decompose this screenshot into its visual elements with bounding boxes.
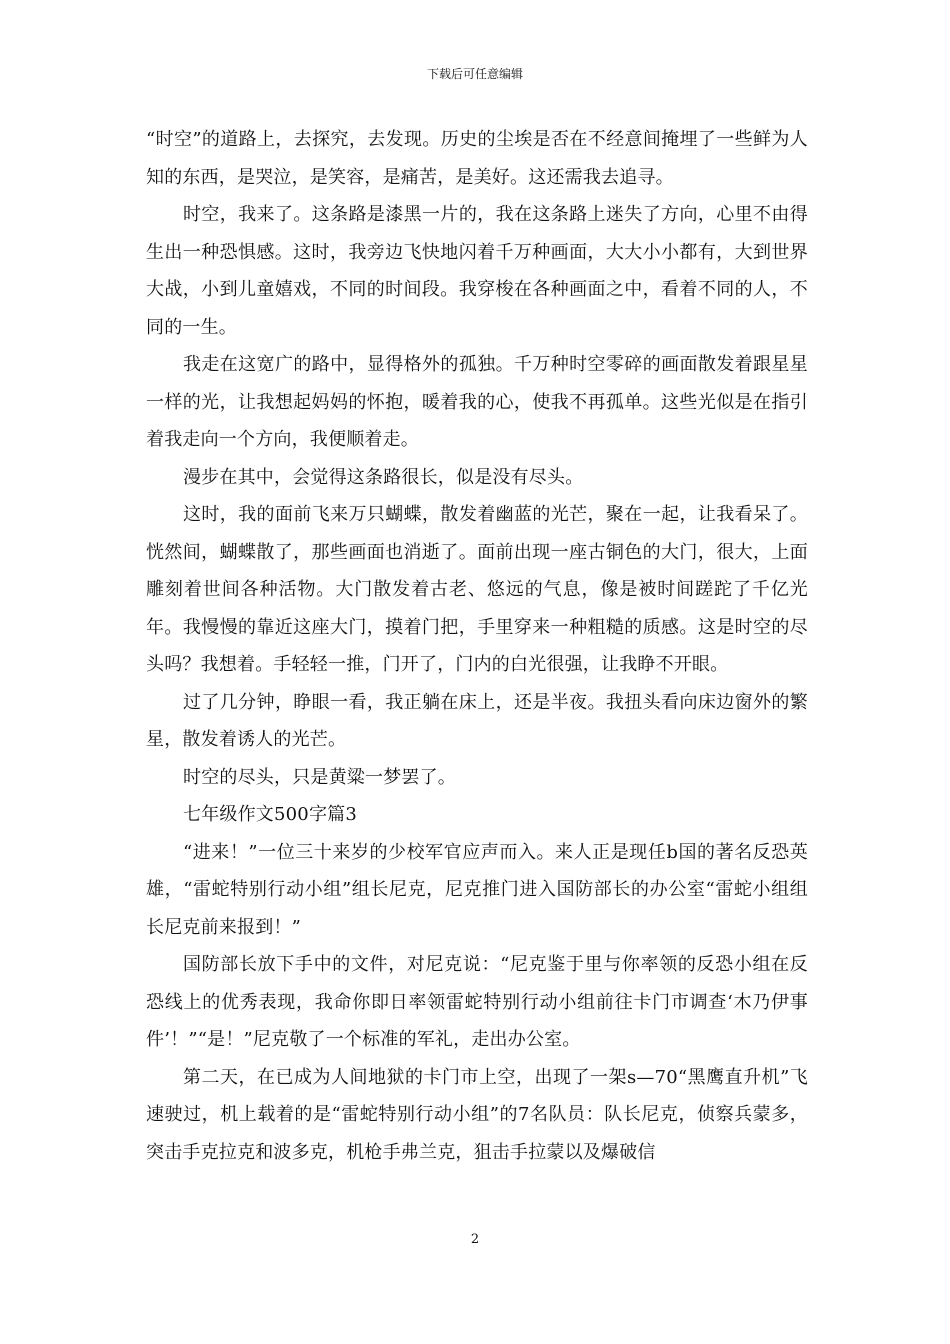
page-header: 下载后可任意编辑 [426, 67, 523, 81]
paragraph-4: 漫步在其中，会觉得这条路很长，似是没有尽头。 [183, 466, 584, 488]
paragraph-9: “进来！”一位三十来岁的少校军官应声而入。来人正是现任b国的著名反恐英雄，“雷蛇特别行动小组”组长尼克，尼克推门进入国防部长的办公室“雷蛇小组组长尼克前来报到！” [146, 841, 808, 938]
paragraph-6: 过了几分钟，睁眼一看，我正躺在床上，还是半夜。我扭头看向床边窗外的繁星，散发着诱人的光芒。 [146, 691, 808, 750]
document-body [146, 121, 808, 1171]
page-number: 2 [470, 1232, 480, 1247]
paragraph-2: 时空，我来了。这条路是漆黑一片的，我在这条路上迷失了方向，心里不由得生出一种恐惧感。这时，我旁边飞快地闪着千万种画面，大大小小都有，大到世界大战，小到儿童嬉戏，不同的时间段。我穿梭在各种画面之中，看着不同的人，不同的一生。 [146, 204, 808, 338]
paragraph-3: 我走在这宽广的路中，显得格外的孤独。千万种时空零碎的画面散发着跟星星一样的光，让我想起妈妈的怀抱，暖着我的心，使我不再孤单。这些光似是在指引着我走向一个方向，我便顺着走。 [146, 354, 808, 450]
paragraph-11: 第二天，在已成为人间地狱的卡门市上空，出现了一架s—70“黑鹰直升机”飞速驶过，机上载着的是“雷蛇特别行动小组”的7名队员：队长尼克，侦察兵蒙多，突击手克拉克和波多克，机枪手弗兰克，狙击手拉蒙以及爆破信 [146, 1066, 808, 1163]
section-heading: 七年级作文500字篇3 [183, 804, 358, 825]
paragraph-7: 时空的尽头，只是黄粱一梦罢了。 [183, 766, 456, 788]
paragraph-1: “时空”的道路上，去探究，去发现。历史的尘埃是否在不经意间掩埋了一些鲜为人知的东西，是哭泣，是笑容，是痛苦，是美好。这还需我去追寻。 [146, 129, 808, 188]
paragraph-10: 国防部长放下手中的文件，对尼克说：“尼克鉴于里与你率领的反恐小组在反恐线上的优秀表现，我命你即日率领雷蛇特别行动小组前往卡门市调查‘木乃伊事件’！”“是！”尼克敬了一个标准的军礼，走出办公室。 [146, 954, 808, 1050]
paragraph-5: 这时，我的面前飞来万只蝴蝶，散发着幽蓝的光芒，聚在一起，让我看呆了。恍然间，蝴蝶散了，那些画面也消逝了。面前出现一座古铜色的大门，很大，上面雕刻着世间各种活物。大门散发着古老、悠远的气息，像是被时间蹉跎了千亿光年。我慢慢的靠近这座大门，摸着门把，手里穿来一种粗糙的质感。这是时空的尽头吗？我想着。手轻轻一推，门开了，门内的白光很强，让我睁不开眼。 [146, 504, 808, 675]
